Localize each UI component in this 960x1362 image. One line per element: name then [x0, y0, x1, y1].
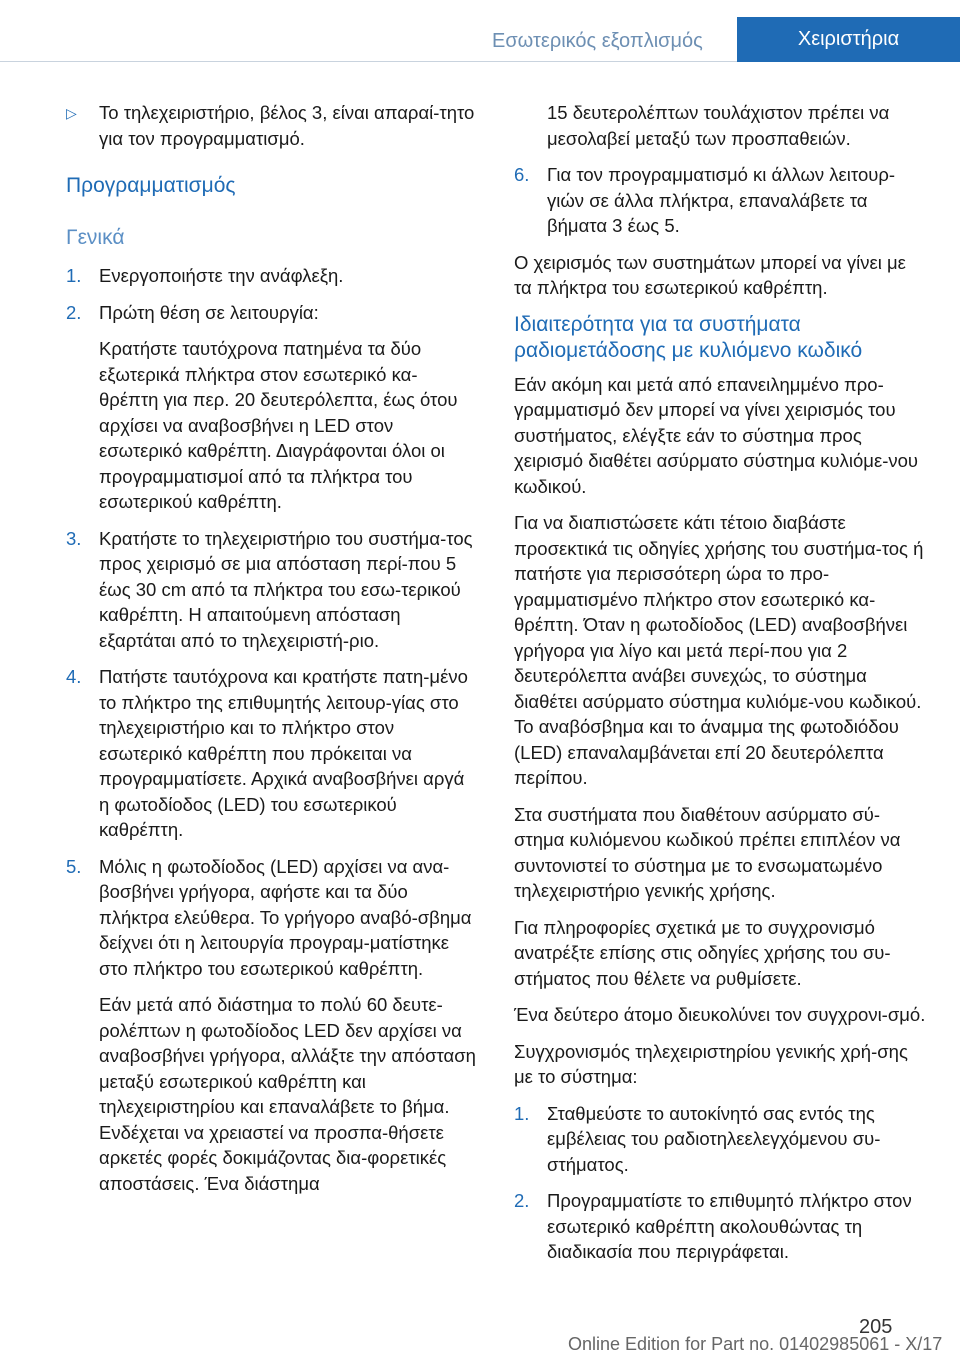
section-title: Εσωτερικός εξοπλισμός [492, 30, 703, 52]
step-text: Κρατήστε ταυτόχρονα πατημένα τα δύο εξωτερικά πλήκτρα στον εσωτερικό κα‐θρέπτη για περ. 20 δευτερόλεπτα, έως ότου αρχίσει να αναβοσβήνει η LED στον εσωτερικό καθρέπτη. Διαγράφονται όλοι οι προγραμματισμοί από τα πλήκτρα του εσωτερικού καθρέπτη. [99, 338, 458, 512]
triangle-icon: ▷ [66, 105, 77, 121]
subsection-heading: Γενικά [66, 226, 125, 249]
step-text: Ενεργοποιήστε την ανάφλεξη. [99, 265, 344, 286]
body-paragraph: Ένα δεύτερο άτομο διευκολύνει τον συγχρονι‐σμό. [514, 1004, 926, 1025]
body-paragraph: Για πληροφορίες σχετικά με το συγχρονισμό ανατρέξτε επίσης στις οδηγίες χρήσης του συ‐στήματος που θέλετε να ρυθμίσετε. [514, 916, 891, 989]
step-text: Εάν μετά από διάστημα το πολύ 60 δευτε‐ρολέπτων η φωτοδίοδος LED δεν αρχίσει να αναβοσβήνει γρήγορα, αλλάξτε την απόσταση μεταξύ εσωτερικού καθρέπτη και τηλεχειριστηρίου και επαναλάβετε το βήμα. Ενδέχεται να χρειαστεί να προσπα‐θήσετε αρκετές φορές δοκιμάζοντας δια‐φορετικές αποστάσεις. Ένα διάστημα [99, 994, 476, 1194]
step-text: Σταθμεύστε το αυτοκίνητό σας εντός της εμβέλειας του ραδιοτηλεελεγχόμενου συ‐στήματος. [547, 1102, 881, 1175]
chapter-tab[interactable]: Χειριστήρια [737, 17, 960, 62]
header-divider [0, 61, 737, 62]
rolling-code-heading: Ιδιαιτερότητα για τα συστήματα ραδιομετάδοσης με κυλιόμενο κωδικό [514, 312, 863, 362]
step-4 [66, 664, 476, 843]
step-text: Μόλις η φωτοδίοδος (LED) αρχίσει να ανα‐βοσβήνει γρήγορα, αφήστε και τα δύο πλήκτρα ελεύθερα. Το γρήγορο αναβό‐σβημα δείχνει ότι η λειτουργία προγραμ‐ματίστηκε στο πλήκτρο του εσωτερικού καθρέπτη. [99, 855, 472, 979]
sync-step-2 [514, 1188, 926, 1265]
step-2 [66, 300, 476, 515]
step-number: 1. [514, 1102, 530, 1124]
step-number: 6. [514, 164, 530, 185]
note-item [66, 100, 476, 151]
note-text: Το τηλεχειριστήριο, βέλος 3, είναι απαραί‐τητο για τον προγραμματισμό. [99, 102, 475, 149]
step-text: Πατήστε ταυτόχρονα και κρατήστε πατη‐μένο το πλήκτρο της επιθυμητής λειτουρ‐γίας στο τηλεχειριστήριο και το πλήκτρο στον εσωτερικό καθρέπτη που πρόκειται να προγραμματίσετε. Αρχικά αναβοσβήνει αργά η φωτοδίοδος (LED) του εσωτερικού καθρέπτη. [99, 666, 468, 840]
step-number: 5. [66, 855, 82, 877]
step-text: Πρώτη θέση σε λειτουργία: [99, 301, 319, 323]
body-paragraph: Για να διαπιστώσετε κάτι τέτοιο διαβάστε προσεκτικά τις οδηγίες χρήσης του συστήμα‐τος ή πατήστε για περισσότερη ώρα το προ‐γραμματισμένο πλήκτρο στον εσωτερικό κα‐θρέπτη. Όταν η φωτοδίοδος (LED) αναβοσβήνει γρήγορα για λίγο και μετά περί‐που για 2 δευτερόλεπτα ανάβει συνεχώς, το σύστημα διαθέτει ασύρματο σύστημα κυλιόμε‐νου κωδικού. Το αναβόσβημα και το άναμμα της φωτοδιόδου (LED) επαναλαμβάνεται επί 20 δευτερόλεπτα περίπου. [514, 512, 924, 788]
left-column [66, 100, 476, 1207]
step-number: 3. [66, 527, 82, 549]
page-header [0, 0, 960, 62]
step-1 [66, 263, 476, 289]
step-text: Κρατήστε το τηλεχειριστήριο του συστήμα‐τος προς χειρισμό σε μια απόσταση περί‐που 5 έως 30 cm από τα πλήκτρα του εσω‐τερικού καθρέπτη. Η απαιτούμενη απόσταση εξαρτάται από το τηλεχειριστή‐ριο. [99, 527, 473, 651]
step-text: Για τον προγραμματισμό κι άλλων λειτουρ‐γιών σε άλλα πλήκτρα, επαναλάβετε τα βήματα 3 έως 5. [547, 164, 896, 236]
step-number: 4. [66, 666, 82, 687]
page-number: 205 [859, 1316, 893, 1338]
body-paragraph: Εάν ακόμη και μετά από επανειλημμένο προ‐γραμματισμό δεν μπορεί να γίνει χειρισμός του συστήματος, ελέγξτε εάν το σύστημα προς χειρισμό διαθέτει ασύρματο σύστημα κυλιόμε‐νου κωδικού. [514, 373, 919, 497]
operation-paragraph: Ο χειρισμός των συστημάτων μπορεί να γίνει με τα πλήκτρα του εσωτερικού καθρέπτη. [514, 251, 906, 298]
step-6 [514, 162, 926, 239]
step-3 [66, 526, 476, 654]
right-column [514, 100, 926, 1276]
step-continuation: 15 δευτερολέπτων τουλάχιστον πρέπει να μεσολαβεί μεταξύ των προσπαθειών. [547, 102, 890, 149]
body-paragraph: Στα συστήματα που διαθέτουν ασύρματο σύ‐στημα κυλιόμενου κωδικού πρέπει επιπλέον να συντονιστεί το σύστημα με το ενσωματωμένο τηλεχειριστήριο γενικής χρήσης. [514, 803, 901, 901]
section-heading: Προγραμματισμός [66, 174, 236, 197]
step-number: 2. [66, 301, 82, 323]
edition-footer: Online Edition for Part no. 01402985061 - X/17 [568, 1334, 943, 1354]
body-paragraph: Συγχρονισμός τηλεχειριστηρίου γενικής χρή‐σης με το σύστημα: [514, 1040, 908, 1087]
step-text: Προγραμματίστε το επιθυμητό πλήκτρο στον εσωτερικό καθρέπτη ακολουθώντας τη διαδικασία που περιγράφεται. [547, 1190, 912, 1262]
sync-step-1 [514, 1101, 926, 1178]
step-number: 2. [514, 1190, 530, 1211]
step-number: 1. [66, 265, 82, 286]
step-5 [66, 854, 476, 1197]
